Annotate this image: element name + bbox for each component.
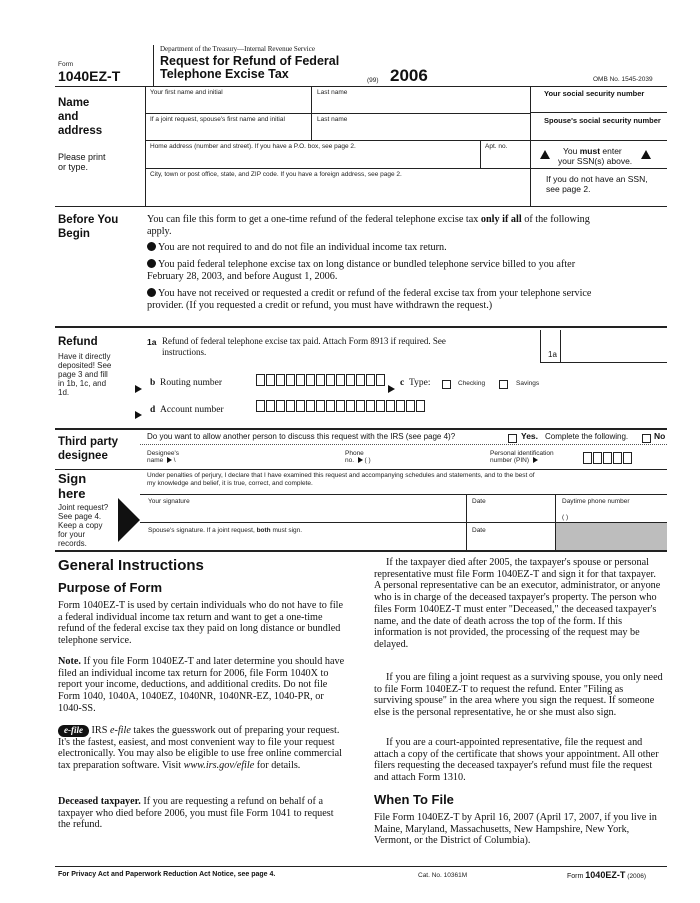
- footer-form: Form 1040EZ-T (2006): [567, 870, 647, 880]
- efile-paragraph: e-file IRS e-file takes the guesswork out of preparing your request. It's the fastest, easiest, and most convenient way to file your request electronically. You may also be eligible to use free online commercial tax preparation software. Visit www.irs.gov/efile for details.: [58, 725, 342, 772]
- surviving-spouse-paragraph: If you are filing a joint request as a surviving spouse, you only need to file Form 1040EZ-T to request the refund. Enter "Filing as surviving spouse" in the area where you sign the request. If someone else is the personal representative, he or she must also sign.: [374, 672, 663, 719]
- address-label: address: [58, 125, 103, 137]
- tax-year: 2006: [390, 66, 428, 85]
- third-party-label: Third party: [58, 436, 119, 448]
- before-you-label: Before You: [58, 214, 119, 226]
- line-1a-number: 1a: [147, 337, 157, 347]
- account-label: d Account number: [150, 405, 224, 415]
- designee-pin-label: Personal identification number (PIN): [490, 450, 554, 464]
- savings-label: Savings: [516, 380, 540, 387]
- please-print: Please print: [58, 152, 106, 162]
- arrow-right-icon: [135, 380, 142, 398]
- form-label: Form: [58, 61, 74, 68]
- court-appointed-paragraph: If you are a court-appointed representative, file the request and attach a copy of the certificate that shows your appointment. All other filers requesting the deceased taxpayer's refund must file the request and attach Form 1310.: [374, 737, 659, 784]
- refund-side-note: Have it directly deposited! See page 3 and fill in 1b, 1c, and 1d.: [58, 352, 112, 397]
- spouse-ssn-label: Spouse's social security number: [544, 116, 661, 125]
- or-type: or type.: [58, 162, 89, 172]
- here-label: here: [58, 486, 86, 501]
- checking-label: Checking: [458, 380, 486, 387]
- must-enter-note: You must enter: [563, 146, 622, 156]
- perjury-statement: Under penalties of perjury, I declare that I have examined this request and accompanying schedules and statements, and to the best of my knowledge and belief, it is true, correct, and complete.: [147, 472, 535, 487]
- home-address-field[interactable]: Home address (number and street). If you have a P.O. box, see page 2.: [150, 143, 356, 150]
- privacy-notice: For Privacy Act and Paperwork Reduction Act Notice, see page 4.: [58, 871, 276, 878]
- designee-phone-label: Phone no. ( ): [345, 450, 371, 464]
- before-intro: You can file this form to get a one-time refund of the federal telephone excise tax only if all of the following apply.: [147, 214, 590, 237]
- note-paragraph: Note. If you file Form 1040EZ-T and later determine you should have filed an individual income tax return for 2006, file Form 1040X to report your income, deductions, and additional credits. Do not file Form 1040, 1040A, 1040EZ, 1040NR, 1040NR-EZ, 1040-PR, or 1040-SS.: [58, 656, 345, 714]
- begin-label: Begin: [58, 228, 90, 240]
- ssn-label: Your social security number: [544, 89, 645, 98]
- savings-checkbox[interactable]: [499, 376, 508, 394]
- sign-side-note: Joint request? See page 4. Keep a copy for your records.: [58, 503, 109, 548]
- no-ssn-note-1: If you do not have an SSN,: [546, 174, 648, 184]
- bullet-3: You have not received or requested a credit or refund of the federal excise tax from your telephone service provider. (If you requested a credit or refund, you must have withdrawn the request.): [147, 288, 592, 311]
- routing-number-boxes[interactable]: [256, 374, 386, 386]
- line-1a-text: Refund of federal telephone excise tax paid. Attach Form 8913 if required. See instructions.: [162, 336, 446, 357]
- daytime-phone-field[interactable]: Daytime phone number: [562, 498, 630, 505]
- checking-checkbox[interactable]: [442, 376, 451, 394]
- spouse-first-name-field[interactable]: If a joint request, spouse's first name and initial: [150, 116, 285, 123]
- bullet-2: You paid federal telephone excise tax on long distance or bundled telephone service billed to you after February 28, 2003, and before August 1, 2006.: [147, 259, 576, 282]
- deceased-paragraph: Deceased taxpayer. If you are requesting a refund on behalf of a taxpayer who died before 2006, you must file Form 1041 to request the refund.: [58, 796, 334, 831]
- when-to-file-heading: When To File: [374, 792, 454, 807]
- no-checkbox[interactable]: [642, 430, 651, 448]
- account-type-label: c Type:: [400, 378, 431, 388]
- sign-arrow-icon: [118, 498, 140, 542]
- line-1a-box-label: 1a: [548, 350, 557, 359]
- shaded-area: [556, 523, 667, 550]
- omb-number: OMB No. 1545-2039: [593, 76, 653, 83]
- daytime-phone-paren: ( ): [562, 514, 569, 521]
- department: Department of the Treasury—Internal Revenue Service: [160, 45, 315, 53]
- first-name-field[interactable]: Your first name and initial: [150, 89, 223, 96]
- arrow-right-icon: [388, 380, 395, 398]
- and-label: and: [58, 111, 79, 123]
- bullet-1: You are not required to and do not file an individual income tax return.: [147, 242, 447, 254]
- arrow-up-icon: [540, 150, 550, 159]
- name-label: Name: [58, 97, 90, 109]
- spouse-signature-field[interactable]: Spouse's signature. If a joint request, both must sign.: [148, 527, 303, 534]
- form-title-line1: Request for Refund of Federal: [160, 54, 340, 68]
- apt-field[interactable]: Apt. no.: [485, 143, 508, 150]
- third-party-question: Do you want to allow another person to discuss this request with the IRS (see page 4)?: [147, 432, 456, 441]
- yes-label: Yes.: [521, 431, 539, 441]
- complete-following: Complete the following.: [545, 432, 629, 441]
- designee-name-label: Designee's name \: [147, 450, 179, 464]
- last-name-field[interactable]: Last name: [317, 89, 348, 96]
- must-enter-note-2: your SSN(s) above.: [558, 156, 633, 166]
- arrow-right-icon: [135, 406, 142, 424]
- deceased-after-2005-paragraph: If the taxpayer died after 2005, the taxpayer's spouse or personal representative must file Form 1040EZ-T and sign it for that taxpayer. A personal representative can be an executor, administrator, or anyone who is in charge of the deceased taxpayer's property. The person who files Form 1040EZ-T must enter "Deceased," the deceased taxpayer's name, and the date of death across the top of the form. If this information is not provided, the processing of the request may be delayed.: [374, 557, 661, 650]
- when-to-file-text: File Form 1040EZ-T by April 16, 2007 (April 17, 2007, if you live in Maine, Maryland, Massachusetts, New Hampshire, New York, Vermont, or the District of Columbia).: [374, 812, 657, 847]
- form-code: (99): [367, 77, 379, 84]
- your-signature-field[interactable]: Your signature: [148, 498, 190, 505]
- purpose-heading: Purpose of Form: [58, 580, 163, 595]
- designee-label: designee: [58, 450, 108, 462]
- account-number-boxes[interactable]: [256, 400, 426, 412]
- catalog-number: Cat. No. 10361M: [418, 872, 468, 879]
- city-field[interactable]: City, town or post office, state, and ZIP code. If you have a foreign address, see page 2.: [150, 171, 402, 178]
- no-ssn-note-2: see page 2.: [546, 184, 591, 194]
- spouse-last-name-field[interactable]: Last name: [317, 116, 348, 123]
- refund-label: Refund: [58, 336, 98, 348]
- general-instructions-heading: General Instructions: [58, 557, 204, 574]
- pin-boxes[interactable]: [583, 452, 633, 464]
- yes-checkbox[interactable]: [508, 430, 517, 448]
- refund-amount-field[interactable]: [565, 333, 665, 361]
- arrow-up-icon: [641, 150, 651, 159]
- spouse-date-field[interactable]: Date: [472, 527, 486, 534]
- form-number: 1040EZ-T: [58, 68, 121, 84]
- form-title-line2: Telephone Excise Tax: [160, 67, 289, 81]
- no-label: No: [654, 431, 666, 441]
- efile-logo: e-file: [58, 725, 89, 737]
- date-field[interactable]: Date: [472, 498, 486, 505]
- routing-label: b Routing number: [150, 378, 223, 388]
- purpose-text: Form 1040EZ-T is used by certain individuals who do not have to file a federal individual income tax return and want to get a one-time refund of the federal excise tax they paid on long distance or bundled telephone service.: [58, 600, 344, 647]
- sign-label: Sign: [58, 471, 87, 486]
